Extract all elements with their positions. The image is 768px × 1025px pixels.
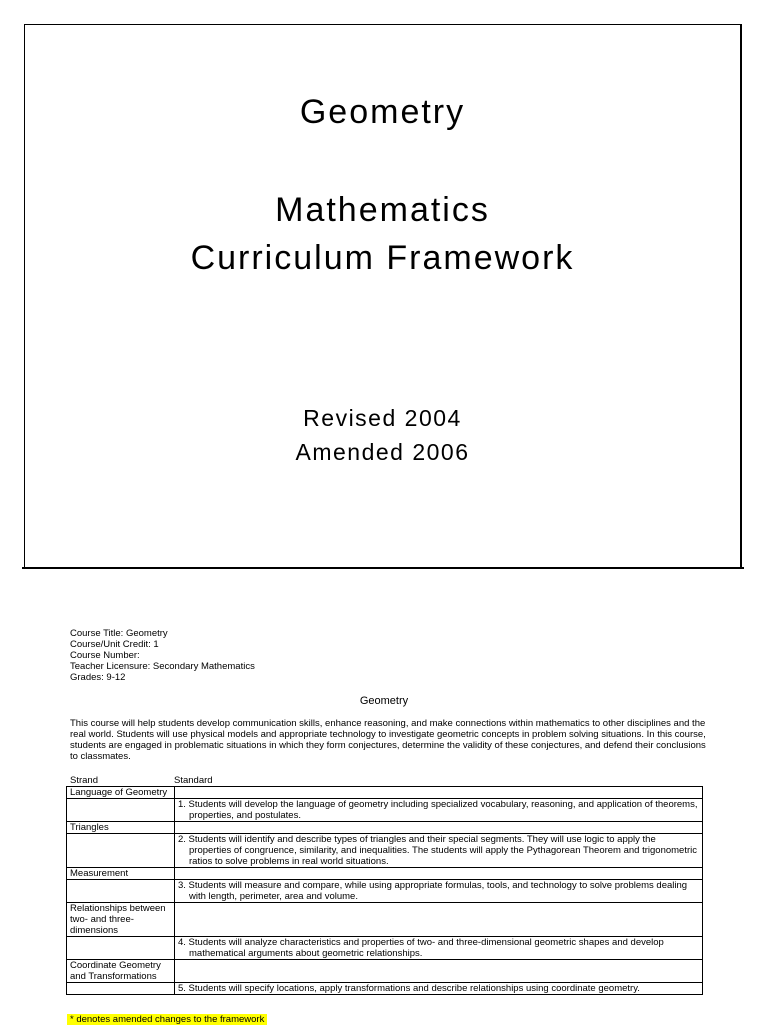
strand-cell: Coordinate Geometry and Transformations (67, 960, 175, 983)
table-row (67, 868, 703, 880)
standard-cell: 3. Students will measure and compare, while using appropriate formulas, tools, and technology to solve problems dealing with length, perimeter, area and volume. (175, 880, 703, 903)
strand-cell (67, 799, 175, 822)
course-title: Course Title: Geometry (70, 628, 168, 639)
table-row (67, 903, 703, 937)
table-row (67, 822, 703, 834)
strand-cell: Measurement (67, 868, 175, 880)
grades: Grades: 9-12 (70, 672, 126, 683)
standard-cell: 4. Students will analyze characteristics and properties of two- and three-dimensional geometric shapes and develop mathematical arguments about geometric relationships. (175, 937, 703, 960)
standard-cell: 2. Students will identify and describe types of triangles and their special segments. They will use logic to apply the properties of congruence, similarity, and inequalities. The students will apply the Pythagorean Theorem and trigonometric ratios to solve problems in real world situations. (175, 834, 703, 868)
amendment-note: * denotes amended changes to the framework (67, 1014, 267, 1025)
cover-bottom-border (22, 567, 744, 569)
table-row (67, 834, 703, 868)
course-heading: Geometry (359, 695, 409, 707)
table-row (67, 787, 703, 799)
standard-cell (175, 868, 703, 880)
cover-title: Geometry (299, 93, 466, 131)
table-row (67, 799, 703, 822)
standard-cell (175, 960, 703, 983)
strand-cell: Triangles (67, 822, 175, 834)
standard-cell (175, 822, 703, 834)
table-row (67, 960, 703, 983)
strand-cell (67, 983, 175, 995)
course-number: Course Number: (70, 650, 140, 661)
strand-cell: Language of Geometry (67, 787, 175, 799)
course-credit: Course/Unit Credit: 1 (70, 639, 159, 650)
strand-cell (67, 834, 175, 868)
cover-subtitle-line2: Curriculum Framework (190, 239, 575, 277)
table-row (67, 937, 703, 960)
table-row (67, 983, 703, 995)
cover-subtitle-line1: Mathematics (275, 191, 490, 229)
standards-table (66, 786, 703, 995)
standard-cell (175, 787, 703, 799)
teacher-licensure: Teacher Licensure: Secondary Mathematics (70, 661, 255, 672)
strand-column-header: Strand (70, 775, 98, 786)
strand-cell: Relationships between two- and three-dimensions (67, 903, 175, 937)
table-row (67, 880, 703, 903)
strand-cell (67, 880, 175, 903)
course-description: This course will help students develop communication skills, enhance reasoning, and make connections within mathematics to other disciplines and the real world. Students will use physical models and appropriate technology to investigate geometric concepts in problem solving situations. In this course, students are engaged in problematic situations in which they form conjectures, determine the validity of these conjectures, and defend their conclusions to classmates. (70, 718, 706, 762)
course-info (70, 628, 255, 683)
standard-column-header: Standard (174, 775, 213, 786)
cover-revised: Revised 2004 (303, 405, 462, 431)
standard-cell: 1. Students will develop the language of geometry including specialized vocabulary, reasoning, and application of theorems, properties, and postulates. (175, 799, 703, 822)
cover-frame (24, 24, 742, 568)
cover-amended: Amended 2006 (295, 439, 470, 465)
standard-cell (175, 903, 703, 937)
standard-cell: 5. Students will specify locations, apply transformations and describe relationships using coordinate geometry. (175, 983, 703, 995)
strand-cell (67, 937, 175, 960)
